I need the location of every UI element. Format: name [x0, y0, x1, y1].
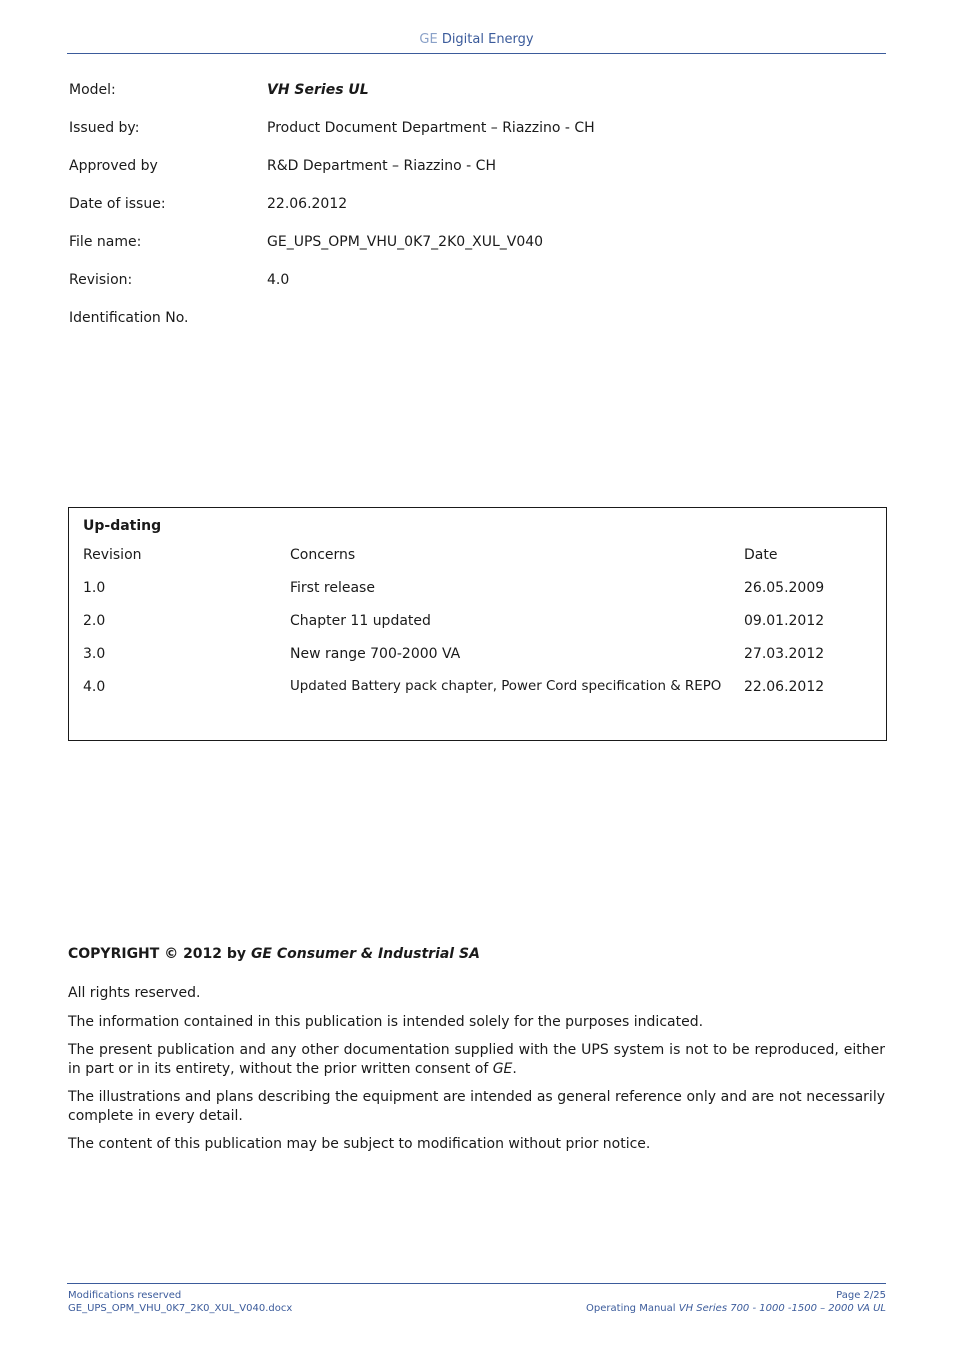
info-label: Model: — [69, 82, 116, 98]
info-label: Approved by — [69, 158, 158, 174]
column-header-revision: Revision — [83, 547, 142, 563]
revision-cell: 1.0 — [83, 580, 106, 596]
paragraph-modification: The content of this publication may be subject to modification without prior notice. — [68, 1136, 651, 1152]
concerns-cell: First release — [290, 580, 375, 596]
table-row — [83, 580, 873, 600]
brand-name: Digital Energy — [441, 32, 534, 47]
footer-divider — [67, 1283, 886, 1284]
revision-cell: 2.0 — [83, 613, 106, 629]
info-row-date-of-issue — [69, 196, 869, 234]
table-row — [83, 646, 873, 666]
info-label: Issued by: — [69, 120, 140, 136]
info-row-file-name — [69, 234, 869, 272]
column-header-date: Date — [744, 547, 778, 563]
column-header-concerns: Concerns — [290, 547, 356, 563]
info-value: 4.0 — [267, 272, 290, 288]
brand-prefix: GE — [419, 32, 438, 47]
paragraph-rights: All rights reserved. — [68, 985, 201, 1001]
updating-title: Up-dating — [83, 518, 162, 534]
info-row-identification — [69, 310, 869, 348]
concerns-cell: Chapter 11 updated — [290, 613, 431, 629]
info-label: File name: — [69, 234, 142, 250]
footer-left — [68, 1289, 292, 1315]
page-header — [67, 32, 886, 47]
info-row-issued-by — [69, 120, 869, 158]
info-row-model — [69, 82, 869, 120]
footer-page-number: Page 2/25 — [836, 1290, 886, 1301]
info-row-approved-by — [69, 158, 869, 196]
revision-cell: 4.0 — [83, 679, 106, 695]
date-cell: 26.05.2009 — [744, 580, 825, 596]
paragraph-illustrations: The illustrations and plans describing the equipment are intended as general reference only and are not necessarily complete in every detail. — [68, 1089, 885, 1124]
footer-right — [586, 1289, 886, 1315]
info-value: 22.06.2012 — [267, 196, 348, 212]
info-value: GE_UPS_OPM_VHU_0K7_2K0_XUL_V040 — [267, 234, 544, 250]
info-value: VH Series UL — [267, 82, 369, 98]
footer-series: VH Series 700 - 1000 -1500 – 2000 VA UL — [678, 1303, 886, 1314]
info-label: Date of issue: — [69, 196, 166, 212]
footer-filename: GE_UPS_OPM_VHU_0K7_2K0_XUL_V040.docx — [68, 1303, 293, 1314]
info-value: Product Document Department – Riazzino - CH — [267, 120, 595, 136]
header-divider — [67, 53, 886, 54]
paragraph-purpose: The information contained in this publication is intended solely for the purposes indicated. — [68, 1014, 704, 1030]
footer-manual-prefix: Operating Manual — [586, 1303, 679, 1314]
date-cell: 09.01.2012 — [744, 613, 825, 629]
paragraph-emphasis: GE — [492, 1061, 513, 1077]
table-row — [83, 613, 873, 633]
info-value: R&D Department – Riazzino - CH — [267, 158, 496, 174]
footer-modifications: Modifications reserved — [68, 1290, 182, 1301]
date-cell: 27.03.2012 — [744, 646, 825, 662]
paragraph-reproduction — [68, 1041, 885, 1079]
concerns-cell: Updated Battery pack chapter, Power Cord specification & REPO — [290, 679, 722, 694]
concerns-cell: New range 700-2000 VA — [290, 646, 461, 662]
revision-cell: 3.0 — [83, 646, 106, 662]
copyright-prefix: COPYRIGHT © 2012 by — [68, 946, 251, 962]
info-row-revision — [69, 272, 869, 310]
date-cell: 22.06.2012 — [744, 679, 825, 695]
copyright-heading — [68, 946, 480, 962]
document-info — [69, 82, 869, 348]
info-label: Revision: — [69, 272, 133, 288]
paragraph-end: . — [512, 1061, 517, 1077]
copyright-company: GE Consumer & Industrial SA — [250, 946, 480, 962]
paragraph-text: The present publication and any other documentation supplied with the UPS system is not to be reproduced, either in part or in its entirety, without the prior written consent of — [68, 1042, 885, 1077]
footer-manual-title — [586, 1302, 886, 1315]
info-label: Identification No. — [69, 310, 189, 326]
updating-table — [68, 507, 887, 741]
table-row — [83, 679, 873, 699]
updating-header-row — [83, 547, 873, 567]
